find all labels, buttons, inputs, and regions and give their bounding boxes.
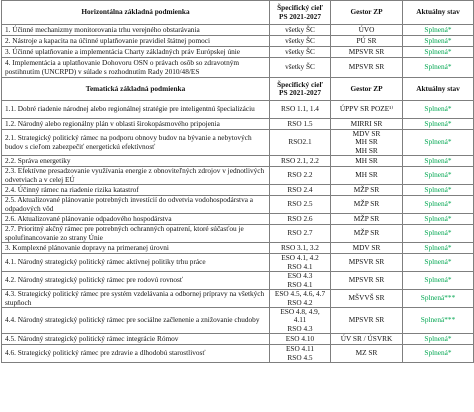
gestor-cell: MŽP SR: [331, 185, 403, 196]
gestor-cell: MPSVR SR: [331, 58, 403, 78]
table-row: [2, 345, 474, 363]
table-row: [2, 36, 474, 47]
goal-cell: RSO 2.7: [270, 225, 331, 243]
gestor-cell: MŽP SR: [331, 196, 403, 214]
status-cell: Splnená*: [403, 156, 474, 167]
status-cell: Splnená*: [403, 214, 474, 225]
table-row: [2, 167, 474, 185]
condition-cell: 4.1. Národný strategický politický rámec aktívnej politiky trhu práce: [2, 254, 270, 272]
goal-cell: RSO 2.5: [270, 196, 331, 214]
condition-cell: 4.4. Národný strategický politický rámec pre sociálne začlenenie a znižovanie chudoby: [2, 308, 270, 334]
gestor-cell: MDV SR: [331, 243, 403, 254]
table-row: [2, 196, 474, 214]
header-gestor: Gestor ZP: [331, 1, 403, 25]
header-goal: Špecifický cieľ PS 2021-2027: [270, 78, 331, 101]
goal-cell: ESO 4.8, 4.9, 4.11 RSO 4.3: [270, 308, 331, 334]
horizontal-header-row: [2, 1, 474, 25]
condition-cell: 2.5. Aktualizované plánovanie potrebných investícií do odvetvia vodohospodárstva a odpadových vôd: [2, 196, 270, 214]
condition-cell: 1.1. Dobré riadenie národnej alebo regionálnej stratégie pre inteligentnú špecializáciu: [2, 101, 270, 119]
condition-cell: 2. Nástroje a kapacita na účinné uplatňovanie pravidiel štátnej pomoci: [2, 36, 270, 47]
status-cell: Splnená*: [403, 185, 474, 196]
table-row: [2, 58, 474, 78]
goal-cell: všetky ŠC: [270, 58, 331, 78]
goal-cell: ESO 4.1, 4.2 RSO 4.1: [270, 254, 331, 272]
status-cell: Splnená*: [403, 254, 474, 272]
goal-cell: RSO 1.1, 1.4: [270, 101, 331, 119]
table-row: [2, 101, 474, 119]
table-row: [2, 119, 474, 130]
status-cell: Splnená*: [403, 130, 474, 156]
table-row: [2, 272, 474, 290]
status-cell: Splnená*: [403, 25, 474, 36]
goal-cell: RSO 2.4: [270, 185, 331, 196]
condition-cell: 2.7. Prioritný akčný rámec pre potrebných ochranných opatrení, ktoré súčasťou je spolufinancovanie zo strany Únie: [2, 225, 270, 243]
gestor-cell: MH SR: [331, 167, 403, 185]
goal-cell: RSO 1.5: [270, 119, 331, 130]
gestor-cell: ÚV SR / ÚSVRK: [331, 334, 403, 345]
gestor-cell: MŽP SR: [331, 225, 403, 243]
header-status: Aktuálny stav: [403, 78, 474, 101]
status-cell: Splnená*: [403, 345, 474, 363]
gestor-cell: PÚ SR: [331, 36, 403, 47]
status-cell: Splnená*: [403, 119, 474, 130]
goal-cell: RSO2.1: [270, 130, 331, 156]
gestor-cell: MIRRI SR: [331, 119, 403, 130]
condition-cell: 2.1. Strategický politický rámec na podporu obnovy budov na bývanie a nebytových budov s cieľom zabezpečiť energetickú efektívnosť: [2, 130, 270, 156]
conditions-table: [1, 0, 474, 363]
goal-cell: všetky ŠC: [270, 47, 331, 58]
status-cell: Splnená*: [403, 272, 474, 290]
table-row: [2, 130, 474, 156]
condition-cell: 1. Účinné mechanizmy monitorovania trhu verejného obstarávania: [2, 25, 270, 36]
thematic-body: [2, 101, 474, 363]
header-condition: Tematická základná podmienka: [2, 78, 270, 101]
condition-cell: 2.6. Aktualizované plánovanie odpadového hospodárstva: [2, 214, 270, 225]
condition-cell: 2.2. Správa energetiky: [2, 156, 270, 167]
condition-cell: 4.2. Národný strategický politický rámec pre rodovú rovnosť: [2, 272, 270, 290]
header-gestor: Gestor ZP: [331, 78, 403, 101]
table-row: [2, 308, 474, 334]
gestor-cell: MŽP SR: [331, 214, 403, 225]
goal-cell: RSO 2.2: [270, 167, 331, 185]
status-cell: Splnená*: [403, 225, 474, 243]
header-status: Aktuálny stav: [403, 1, 474, 25]
condition-cell: 3. Účinné uplatňovanie a implementácia Charty základných práv Európskej únie: [2, 47, 270, 58]
goal-cell: ESO 4.5, 4.6, 4.7 RSO 4.2: [270, 290, 331, 308]
gestor-cell: ÚVO: [331, 25, 403, 36]
status-cell: Splnená*: [403, 243, 474, 254]
goal-cell: ESO 4.3 RSO 4.1: [270, 272, 331, 290]
horizontal-body: [2, 25, 474, 78]
gestor-cell: MZ SR: [331, 345, 403, 363]
header-condition: Horizontálna základná podmienka: [2, 1, 270, 25]
gestor-cell: ÚPPV SR POZE¹⁾: [331, 101, 403, 119]
goal-cell: RSO 2.6: [270, 214, 331, 225]
status-cell: Splnená*: [403, 196, 474, 214]
table-row: [2, 25, 474, 36]
gestor-cell: MH SR: [331, 156, 403, 167]
condition-cell: 3. Komplexné plánovanie dopravy na primeranej úrovni: [2, 243, 270, 254]
table-row: [2, 254, 474, 272]
thematic-header-row: [2, 78, 474, 101]
header-goal: Špecifický cieľ PS 2021-2027: [270, 1, 331, 25]
goal-cell: všetky ŠC: [270, 36, 331, 47]
condition-cell: 1.2. Národný alebo regionálny plán v oblasti širokopásmového pripojenia: [2, 119, 270, 130]
gestor-cell: MŠVVŠ SR: [331, 290, 403, 308]
goal-cell: ESO 4.10: [270, 334, 331, 345]
table-row: [2, 47, 474, 58]
table-row: [2, 334, 474, 345]
goal-cell: ESO 4.11 RSO 4.5: [270, 345, 331, 363]
goal-cell: RSO 2.1, 2.2: [270, 156, 331, 167]
gestor-cell: MPSVR SR: [331, 308, 403, 334]
condition-cell: 4.3. Strategický politický rámec pre systém vzdelávania a odbornej prípravy na všetkých stupňoch: [2, 290, 270, 308]
gestor-cell: MPSVR SR: [331, 254, 403, 272]
status-cell: Splnená*: [403, 167, 474, 185]
goal-cell: RSO 3.1, 3.2: [270, 243, 331, 254]
gestor-cell: MPSVR SR: [331, 272, 403, 290]
table-row: [2, 156, 474, 167]
status-cell: Splnená*: [403, 334, 474, 345]
condition-cell: 4. Implementácia a uplatňovanie Dohovoru OSN o právach osôb so zdravotným postihnutím (UNCRPD) v súlade s rozhodnutím Rady 2010/48/ES: [2, 58, 270, 78]
condition-cell: 4.6. Strategický politický rámec pre zdravie a dlhodobú starostlivosť: [2, 345, 270, 363]
table-row: [2, 290, 474, 308]
gestor-cell: MPSVR SR: [331, 47, 403, 58]
status-cell: Splnená***: [403, 308, 474, 334]
gestor-cell: MDV SR MH SR MH SR: [331, 130, 403, 156]
condition-cell: 2.3. Efektívne presadzovanie využívania energie z obnoviteľných zdrojov v jednotlivých odvetviach a v celej EÚ: [2, 167, 270, 185]
status-cell: Splnená*: [403, 47, 474, 58]
goal-cell: všetky ŠC: [270, 25, 331, 36]
status-cell: Splnená*: [403, 101, 474, 119]
status-cell: Splnená*: [403, 36, 474, 47]
condition-cell: 2.4. Účinný rámec na riadenie rizika katastrof: [2, 185, 270, 196]
table-row: [2, 243, 474, 254]
table-row: [2, 225, 474, 243]
table-row: [2, 185, 474, 196]
status-cell: Splnená***: [403, 290, 474, 308]
condition-cell: 4.5. Národný strategický politický rámec integrácie Rómov: [2, 334, 270, 345]
status-cell: Splnená*: [403, 58, 474, 78]
table-row: [2, 214, 474, 225]
